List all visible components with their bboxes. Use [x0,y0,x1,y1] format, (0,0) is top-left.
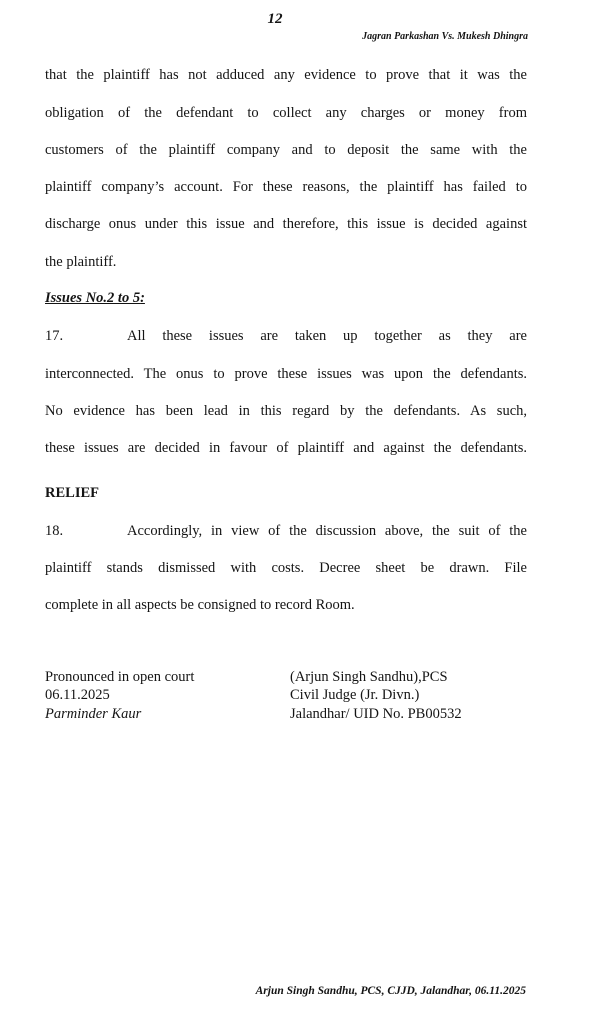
page-number: 12 [267,11,283,27]
text-line: plaintiff stands dismissed with costs. Decree sheet be drawn. File [45,560,527,576]
text-line: plaintiff company’s account. For these reasons, the plaintiff has failed to [45,179,527,195]
issues-heading-colon: : [140,290,145,306]
text-line: discharge onus under this issue and therefore, this issue is decided against [45,216,527,232]
relief-heading: RELIEF [45,485,99,501]
issues-heading-text: Issues No.2 to 5 [45,290,141,306]
pronounced-label: Pronounced in open court [45,669,195,685]
text-line: these issues are decided in favour of plaintiff and against the defendants. [45,440,527,456]
text-line: the plaintiff. [45,254,117,270]
text-line: customers of the plaintiff company and to deposit the same with the [45,142,527,158]
paragraph-number: 17. [45,328,64,344]
judge-location-uid: Jalandhar/ UID No. PB00532 [290,706,462,722]
paragraph-number: 18. [45,523,64,539]
text-line: interconnected. The onus to prove these issues was upon the defendants. [45,366,527,382]
case-title: Jagran Parkashan Vs. Mukesh Dhingra [362,31,528,42]
judge-name: (Arjun Singh Sandhu),PCS [290,669,448,685]
text-line: complete in all aspects be consigned to record Room. [45,597,355,613]
text-line: No evidence has been lead in this regard by the defendants. As such, [45,403,527,419]
text-line: All these issues are taken up together as they are [127,328,527,344]
pronounced-date: 06.11.2025 [45,687,110,703]
text-line: obligation of the defendant to collect any charges or money from [45,105,527,121]
issues-heading [45,290,145,307]
footer-signature: Arjun Singh Sandhu, PCS, CJJD, Jalandhar, 06.11.2025 [255,985,526,997]
text-line: Accordingly, in view of the discussion above, the suit of the [127,523,527,539]
clerk-name: Parminder Kaur [45,706,142,722]
text-line: that the plaintiff has not adduced any evidence to prove that it was the [45,67,527,83]
judge-designation: Civil Judge (Jr. Divn.) [290,687,420,703]
